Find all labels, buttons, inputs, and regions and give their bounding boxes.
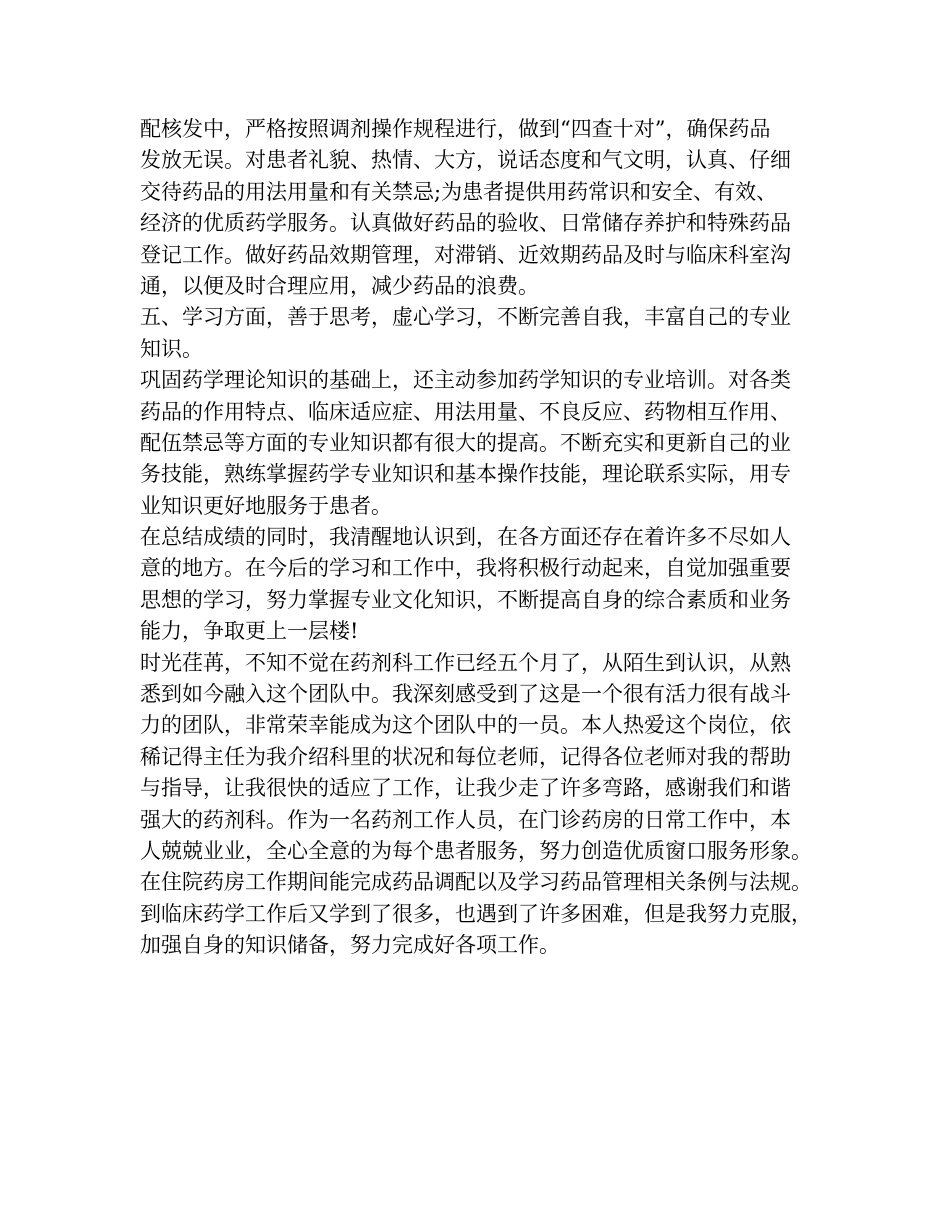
text-line: 经济的优质药学服务。认真做好药品的验收、日常储存养护和特殊药品	[140, 211, 791, 236]
section-heading-line: 知识。	[140, 336, 203, 361]
text-line: 交待药品的用法用量和有关禁忌;为患者提供用药常识和安全、有效、	[140, 179, 778, 204]
text-line: 悉到如今融入这个团队中。我深刻感受到了这是一个很有活力很有战斗	[140, 682, 791, 707]
text-line: 通，以便及时合理应用，减少药品的浪费。	[140, 273, 539, 298]
text-line: 配核发中，严格按照调剂操作规程进行，做到“四查十对”，确保药品	[140, 117, 771, 141]
text-line: 巩固药学理论知识的基础上，还主动参加药学知识的专业培训。对各类	[140, 368, 791, 393]
text-line: 在住院药房工作期间能完成药品调配以及学习药品管理相关条例与法规。	[140, 870, 812, 895]
text-line: 配伍禁忌等方面的专业知识都有很大的提高。不断充实和更新自己的业	[140, 430, 791, 455]
text-line: 强大的药剂科。作为一名药剂工作人员，在门诊药房的日常工作中，本	[140, 807, 791, 832]
text-line: 在总结成绩的同时，我清醒地认识到，在各方面还存在着许多不尽如人	[140, 525, 791, 550]
text-line: 意的地方。在今后的学习和工作中，我将积极行动起来，自觉加强重要	[140, 556, 791, 581]
text-line: 人兢兢业业，全心全意的为每个患者服务，努力创造优质窗口服务形象。	[140, 838, 812, 863]
text-line: 到临床药学工作后又学到了很多，也遇到了许多困难，但是我努力克服，	[140, 901, 812, 926]
text-line: 能力，争取更上一层楼!	[140, 619, 359, 644]
text-line: 加强自身的知识储备，努力完成好各项工作。	[140, 933, 560, 958]
text-line: 与指导，让我很快的适应了工作，让我少走了许多弯路，感谢我们和谐	[140, 776, 791, 801]
section-heading-line: 五、学习方面，善于思考，虚心学习，不断完善自我，丰富自己的专业	[140, 305, 791, 330]
document-body	[140, 114, 830, 962]
text-line: 务技能，熟练掌握药学专业知识和基本操作技能，理论联系实际，用专	[140, 462, 791, 487]
text-line: 业知识更好地服务于患者。	[140, 493, 392, 518]
text-line: 登记工作。做好药品效期管理，对滞销、近效期药品及时与临床科室沟	[140, 242, 791, 267]
text-line: 发放无误。对患者礼貌、热情、大方，说话态度和气文明，认真、仔细	[140, 148, 791, 173]
text-line: 思想的学习，努力掌握专业文化知识，不断提高自身的综合素质和业务	[140, 587, 791, 612]
text-line: 稀记得主任为我介绍科里的状况和每位老师，记得各位老师对我的帮助	[140, 744, 791, 769]
text-line: 时光荏苒，不知不觉在药剂科工作已经五个月了，从陌生到认识，从熟	[140, 650, 791, 675]
text-line: 力的团队，非常荣幸能成为这个团队中的一员。本人热爱这个岗位，依	[140, 713, 791, 738]
text-line: 药品的作用特点、临床适应症、用法用量、不良反应、药物相互作用、	[140, 399, 791, 424]
